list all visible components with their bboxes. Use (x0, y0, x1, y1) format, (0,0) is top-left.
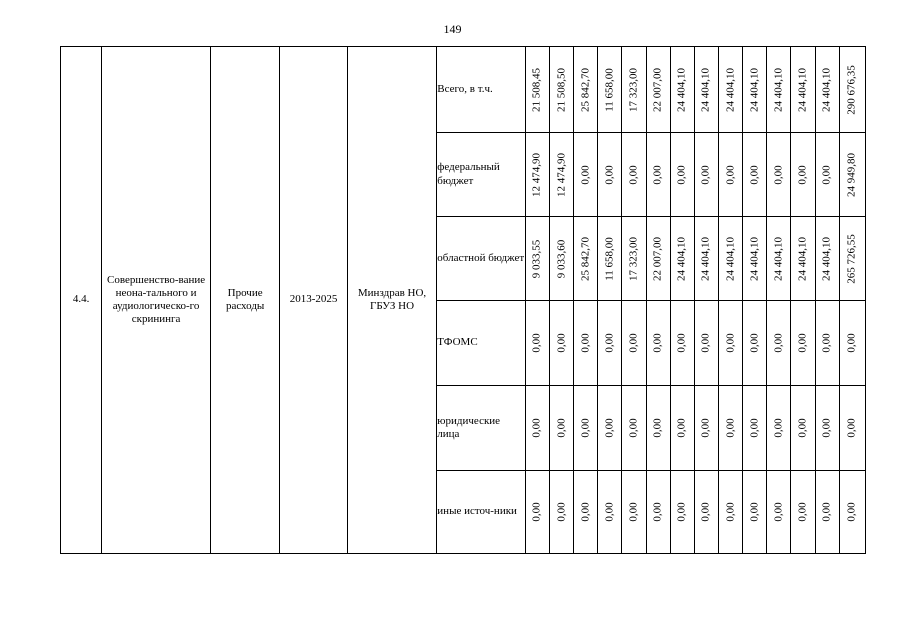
value-text: 0,00 (796, 418, 809, 438)
value-cell (815, 301, 839, 386)
value-cell (646, 133, 670, 217)
value-text: 0,00 (651, 164, 664, 185)
value-text: 0,00 (699, 333, 712, 353)
value-cell (694, 386, 718, 471)
value-text: 24 404,10 (723, 236, 736, 281)
value-cell (839, 217, 865, 301)
expense-type: Прочие расходы (210, 47, 279, 554)
value-text: 0,00 (845, 418, 858, 438)
value-cell (839, 301, 865, 386)
value-text: 0,00 (772, 418, 785, 438)
value-text: 0,00 (748, 502, 761, 522)
value-cell (743, 386, 767, 471)
value-text: 0,00 (699, 164, 712, 185)
value-text: 0,00 (820, 418, 833, 438)
value-text: 0,00 (675, 418, 688, 438)
value-text: 24 404,10 (796, 236, 809, 281)
value-text: 12 474,90 (530, 152, 543, 197)
value-text: 0,00 (627, 164, 640, 185)
value-cell (791, 133, 815, 217)
value-cell (574, 47, 598, 133)
value-text: 24 404,10 (772, 67, 785, 112)
value-cell (694, 133, 718, 217)
value-text: 25 842,70 (579, 67, 592, 112)
value-cell (622, 471, 646, 554)
value-cell (839, 133, 865, 217)
row-number: 4.4. (61, 47, 102, 554)
funding-source-label: иные источ-ники (437, 471, 526, 554)
value-text: 0,00 (699, 502, 712, 522)
value-text: 0,00 (530, 333, 543, 353)
value-cell (694, 47, 718, 133)
value-text: 0,00 (796, 164, 809, 185)
funding-source-label: ТФОМС (437, 301, 526, 386)
value-cell (574, 133, 598, 217)
value-cell (718, 133, 742, 217)
value-text: 0,00 (627, 333, 640, 353)
value-cell (670, 471, 694, 554)
value-text: 0,00 (748, 418, 761, 438)
executor: Минздрав НО, ГБУЗ НО (347, 47, 437, 554)
value-text: 0,00 (530, 418, 543, 438)
value-cell (549, 386, 573, 471)
value-text: 0,00 (675, 502, 688, 522)
value-cell (815, 386, 839, 471)
value-text: 24 404,10 (699, 67, 712, 112)
value-cell (791, 386, 815, 471)
value-cell (646, 47, 670, 133)
value-text: 24 404,10 (820, 236, 833, 281)
value-text: 265 726,55 (845, 233, 858, 284)
value-text: 0,00 (603, 333, 616, 353)
value-text: 0,00 (723, 164, 736, 185)
value-cell (598, 133, 622, 217)
value-text: 0,00 (651, 418, 664, 438)
value-cell (718, 217, 742, 301)
value-text: 24 404,10 (772, 236, 785, 281)
value-cell (574, 301, 598, 386)
value-cell (670, 301, 694, 386)
value-text: 0,00 (603, 164, 616, 185)
value-cell (694, 217, 718, 301)
value-text: 17 323,00 (627, 67, 640, 112)
value-cell (549, 47, 573, 133)
value-text: 0,00 (772, 164, 785, 185)
value-cell (839, 47, 865, 133)
value-text: 22 007,00 (651, 236, 664, 281)
page-number: 149 (443, 22, 462, 36)
value-cell (549, 471, 573, 554)
value-cell (574, 471, 598, 554)
value-cell (598, 386, 622, 471)
program-table (60, 46, 866, 554)
value-text: 9 033,60 (554, 239, 567, 278)
value-cell (525, 471, 549, 554)
value-cell (549, 217, 573, 301)
value-cell (622, 133, 646, 217)
value-cell (549, 301, 573, 386)
value-cell (694, 471, 718, 554)
funding-source-label: Всего, в т.ч. (437, 47, 526, 133)
value-cell (767, 471, 791, 554)
value-text: 0,00 (845, 502, 858, 522)
value-text: 22 007,00 (651, 67, 664, 112)
funding-source-label: федеральный бюджет (437, 133, 526, 217)
value-cell (791, 47, 815, 133)
value-text: 17 323,00 (627, 236, 640, 281)
value-text: 25 842,70 (579, 236, 592, 281)
value-text: 0,00 (723, 502, 736, 522)
value-text: 0,00 (603, 502, 616, 522)
value-text: 0,00 (651, 502, 664, 522)
value-cell (598, 217, 622, 301)
funding-source-label: областной бюджет (437, 217, 526, 301)
value-cell (718, 47, 742, 133)
value-text: 0,00 (796, 333, 809, 353)
value-text: 0,00 (554, 418, 567, 438)
value-text: 24 404,10 (723, 67, 736, 112)
value-text: 24 404,10 (796, 67, 809, 112)
value-cell (525, 301, 549, 386)
value-cell (743, 301, 767, 386)
value-cell (815, 133, 839, 217)
value-text: 0,00 (579, 418, 592, 438)
value-text: 0,00 (651, 333, 664, 353)
value-cell (670, 217, 694, 301)
value-cell (622, 47, 646, 133)
value-cell (743, 47, 767, 133)
value-cell (767, 133, 791, 217)
value-cell (743, 471, 767, 554)
value-text: 0,00 (748, 333, 761, 353)
value-cell (815, 47, 839, 133)
value-text: 0,00 (820, 502, 833, 522)
value-cell (525, 386, 549, 471)
value-text: 21 508,50 (554, 67, 567, 112)
value-text: 0,00 (675, 333, 688, 353)
value-cell (646, 386, 670, 471)
value-cell (670, 386, 694, 471)
value-cell (646, 217, 670, 301)
measure-name: Совершенство-вание неона-тального и аудиологическо-го скрининга (102, 47, 211, 554)
value-cell (718, 386, 742, 471)
value-text: 0,00 (627, 502, 640, 522)
value-text: 24 404,10 (675, 236, 688, 281)
value-text: 0,00 (796, 502, 809, 522)
value-cell (574, 217, 598, 301)
value-text: 24 949,80 (845, 152, 858, 197)
value-text: 0,00 (723, 333, 736, 353)
value-cell (646, 471, 670, 554)
value-text: 0,00 (723, 418, 736, 438)
value-text: 0,00 (748, 164, 761, 185)
value-cell (670, 47, 694, 133)
value-cell (525, 217, 549, 301)
value-cell (694, 301, 718, 386)
value-text: 0,00 (579, 502, 592, 522)
value-cell (718, 471, 742, 554)
value-cell (525, 133, 549, 217)
value-cell (743, 217, 767, 301)
value-cell (791, 471, 815, 554)
value-cell (622, 301, 646, 386)
value-cell (767, 47, 791, 133)
period: 2013-2025 (280, 47, 347, 554)
value-cell (598, 301, 622, 386)
value-cell (791, 301, 815, 386)
value-text: 0,00 (627, 418, 640, 438)
value-cell (598, 47, 622, 133)
value-cell (743, 133, 767, 217)
value-text: 11 658,00 (603, 236, 616, 281)
value-cell (598, 471, 622, 554)
value-text: 0,00 (530, 502, 543, 522)
value-text: 0,00 (603, 418, 616, 438)
value-text: 24 404,10 (699, 236, 712, 281)
value-cell (767, 301, 791, 386)
value-text: 0,00 (554, 333, 567, 353)
value-cell (791, 217, 815, 301)
funding-row (61, 47, 866, 133)
value-cell (646, 301, 670, 386)
value-text: 9 033,55 (530, 239, 543, 278)
value-cell (839, 471, 865, 554)
value-cell (622, 386, 646, 471)
value-text: 0,00 (579, 164, 592, 185)
value-text: 0,00 (845, 333, 858, 353)
value-text: 0,00 (699, 418, 712, 438)
value-cell (815, 471, 839, 554)
value-text: 0,00 (772, 333, 785, 353)
funding-source-label: юридические лица (437, 386, 526, 471)
value-cell (767, 217, 791, 301)
value-text: 21 508,45 (530, 67, 543, 112)
value-cell (549, 133, 573, 217)
value-cell (670, 133, 694, 217)
value-text: 24 404,10 (748, 67, 761, 112)
value-cell (525, 47, 549, 133)
value-cell (767, 386, 791, 471)
value-cell (815, 217, 839, 301)
value-cell (622, 217, 646, 301)
value-text: 0,00 (579, 333, 592, 353)
value-text: 24 404,10 (675, 67, 688, 112)
value-text: 12 474,90 (554, 152, 567, 197)
value-cell (574, 386, 598, 471)
value-text: 0,00 (675, 164, 688, 185)
value-text: 24 404,10 (820, 67, 833, 112)
value-text: 24 404,10 (748, 236, 761, 281)
table-body (61, 47, 866, 554)
value-text: 0,00 (554, 502, 567, 522)
value-text: 290 676,35 (845, 64, 858, 115)
value-cell (718, 301, 742, 386)
value-text: 0,00 (772, 502, 785, 522)
value-text: 0,00 (820, 164, 833, 185)
value-cell (839, 386, 865, 471)
value-text: 11 658,00 (603, 67, 616, 112)
value-text: 0,00 (820, 333, 833, 353)
